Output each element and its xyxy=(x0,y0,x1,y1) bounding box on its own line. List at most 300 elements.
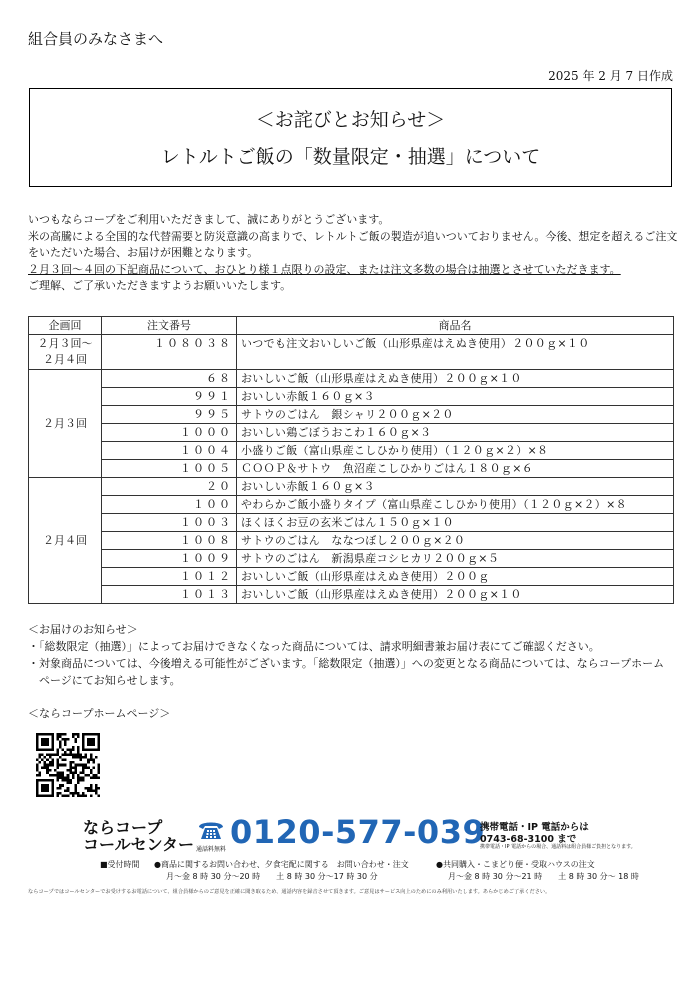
qr-module xyxy=(44,787,47,790)
qr-module xyxy=(90,741,93,744)
qr-module xyxy=(54,753,57,756)
qr-module xyxy=(46,779,49,782)
qr-module xyxy=(59,743,62,746)
qr-module xyxy=(69,782,72,785)
order-number: １００５ xyxy=(102,460,237,478)
qr-module xyxy=(85,733,88,736)
qr-module xyxy=(74,738,77,741)
qr-module xyxy=(36,782,39,785)
qr-module xyxy=(69,779,72,782)
qr-module xyxy=(51,764,54,767)
qr-module xyxy=(36,738,39,741)
qr-module xyxy=(51,736,54,739)
qr-module xyxy=(77,746,80,749)
qr-module xyxy=(59,756,62,759)
qr-module xyxy=(74,792,77,795)
qr-module xyxy=(64,789,67,792)
qr-module xyxy=(72,771,75,774)
qr-module xyxy=(39,774,42,777)
qr-module xyxy=(77,753,80,756)
table-row xyxy=(29,550,674,568)
qr-module xyxy=(59,787,62,790)
qr-module xyxy=(72,733,75,736)
mobile-phone-number[interactable]: 0743-68-3100 まで xyxy=(480,834,577,845)
qr-module xyxy=(51,779,54,782)
qr-module xyxy=(36,769,39,772)
qr-module xyxy=(80,777,83,780)
qr-module xyxy=(46,784,49,787)
qr-module xyxy=(51,784,54,787)
qr-module xyxy=(90,777,93,780)
qr-module xyxy=(41,759,44,762)
qr-module xyxy=(56,779,59,782)
qr-module xyxy=(36,766,39,769)
qr-module xyxy=(82,764,85,767)
qr-module xyxy=(62,794,65,797)
column-header-period: 企画回 xyxy=(29,317,102,335)
qr-module xyxy=(87,761,90,764)
qr-module xyxy=(56,794,59,797)
qr-module xyxy=(97,766,100,769)
qr-module xyxy=(39,794,42,797)
qr-module xyxy=(77,779,80,782)
qr-module xyxy=(74,771,77,774)
qr-module xyxy=(92,733,95,736)
qr-module xyxy=(87,759,90,762)
qr-module xyxy=(56,771,59,774)
qr-module xyxy=(82,769,85,772)
qr-module xyxy=(62,759,65,762)
qr-module xyxy=(41,738,44,741)
product-name: ＣＯＯＰ＆サトウ 魚沼産こしひかりごはん１８０ｇ×６ xyxy=(237,460,674,478)
qr-module xyxy=(69,766,72,769)
qr-module xyxy=(59,733,62,736)
mobile-phone-note: 携帯電話・IP 電話からの場合、通話料は組合員様ご負担となります。 xyxy=(480,844,636,850)
qr-module xyxy=(36,787,39,790)
telephone-icon xyxy=(196,818,226,842)
qr-module xyxy=(59,746,62,749)
qr-module xyxy=(85,764,88,767)
qr-module xyxy=(36,789,39,792)
qr-module xyxy=(64,794,67,797)
table-row xyxy=(29,406,674,424)
qr-module xyxy=(80,794,83,797)
qr-module xyxy=(77,733,80,736)
qr-module xyxy=(80,756,83,759)
qr-module xyxy=(56,753,59,756)
order-number: １０１２ xyxy=(102,568,237,586)
qr-module xyxy=(97,771,100,774)
qr-module xyxy=(46,759,49,762)
qr-module xyxy=(82,736,85,739)
qr-module xyxy=(36,774,39,777)
qr-module xyxy=(41,779,44,782)
qr-module xyxy=(82,771,85,774)
qr-module xyxy=(85,766,88,769)
notice-bullet: ・「総数限定（抽選）」によってお届けできなくなった商品については、請求明細書兼お届け表にてご確認ください。 xyxy=(28,640,600,653)
qr-module xyxy=(56,736,59,739)
qr-module xyxy=(56,759,59,762)
qr-module xyxy=(82,743,85,746)
qr-module xyxy=(46,748,49,751)
qr-module xyxy=(77,751,80,754)
qr-module xyxy=(92,738,95,741)
qr-module xyxy=(56,764,59,767)
qr-module xyxy=(62,748,65,751)
qr-module xyxy=(62,784,65,787)
qr-module xyxy=(82,777,85,780)
column-header-product-name: 商品名 xyxy=(237,317,674,335)
qr-module xyxy=(36,764,39,767)
order-number: ２０ xyxy=(102,478,237,496)
qr-module xyxy=(80,764,83,767)
call-center-name-line: ならコープ xyxy=(83,818,163,837)
qr-module xyxy=(72,774,75,777)
order-number: １００４ xyxy=(102,442,237,460)
table-row xyxy=(29,568,674,586)
qr-module xyxy=(36,748,39,751)
qr-module xyxy=(64,733,67,736)
qr-module xyxy=(64,777,67,780)
qr-module xyxy=(95,774,98,777)
qr-module xyxy=(62,738,65,741)
delivery-notice xyxy=(28,621,678,689)
qr-module xyxy=(36,743,39,746)
qr-module xyxy=(62,779,65,782)
qr-module xyxy=(49,756,52,759)
qr-module xyxy=(44,789,47,792)
qr-module xyxy=(44,756,47,759)
qr-module xyxy=(49,769,52,772)
qr-module xyxy=(59,741,62,744)
qr-module xyxy=(46,764,49,767)
qr-module xyxy=(51,794,54,797)
qr-module xyxy=(56,766,59,769)
qr-module xyxy=(44,761,47,764)
qr-module xyxy=(56,774,59,777)
qr-module xyxy=(51,733,54,736)
table-row xyxy=(29,388,674,406)
qr-module xyxy=(44,779,47,782)
qr-module xyxy=(46,769,49,772)
qr-module xyxy=(74,769,77,772)
qr-module xyxy=(44,766,47,769)
qr-module xyxy=(74,766,77,769)
qr-module xyxy=(90,769,93,772)
qr-module xyxy=(56,787,59,790)
qr-module xyxy=(67,782,70,785)
qr-module xyxy=(85,774,88,777)
table-row xyxy=(29,442,674,460)
qr-module xyxy=(90,787,93,790)
qr-module xyxy=(39,733,42,736)
qr-module xyxy=(51,738,54,741)
qr-module xyxy=(51,792,54,795)
qr-module xyxy=(46,787,49,790)
qr-module xyxy=(59,792,62,795)
qr-module xyxy=(82,792,85,795)
qr-module xyxy=(62,774,65,777)
intro-underlined-notice: ２月３回～４回の下記商品について、おひとり様１点限りの設定、または注文多数の場合は抽選とさせていただきます。 xyxy=(28,262,621,276)
qr-module xyxy=(51,746,54,749)
qr-module xyxy=(36,759,39,762)
qr-module xyxy=(92,766,95,769)
qr-module xyxy=(67,769,70,772)
qr-module xyxy=(46,738,49,741)
intro-paragraph: いつもならコープをご利用いただきまして、誠にありがとうございます。 xyxy=(28,213,390,226)
qr-module xyxy=(56,751,59,754)
qr-module xyxy=(67,738,70,741)
qr-module xyxy=(59,771,62,774)
product-name: サトウのごはん 銀シャリ２００ｇ×２０ xyxy=(237,406,674,424)
qr-module xyxy=(85,794,88,797)
qr-module xyxy=(72,748,75,751)
qr-module xyxy=(97,787,100,790)
qr-module xyxy=(49,794,52,797)
order-number: ９９５ xyxy=(102,406,237,424)
qr-module xyxy=(72,756,75,759)
product-name: おいしいご飯（山形県産はえぬき使用）２００ｇ×１０ xyxy=(237,370,674,388)
period-cell: ２月４回 xyxy=(29,478,102,604)
column-header-order-number: 注文番号 xyxy=(102,317,237,335)
qr-module xyxy=(95,777,98,780)
qr-module xyxy=(46,753,49,756)
qr-module xyxy=(46,766,49,769)
qr-module xyxy=(62,771,65,774)
qr-module xyxy=(44,741,47,744)
qr-module xyxy=(44,764,47,767)
table-row xyxy=(29,424,674,442)
document-date: 2025 年 2 月 7 日作成 xyxy=(548,69,673,83)
qr-module xyxy=(90,794,93,797)
product-table xyxy=(28,316,674,604)
product-name: おいしいご飯（山形県産はえぬき使用）２００ｇ xyxy=(237,568,674,586)
hours-product-inquiry: ●商品に関するお問い合わせ、夕食宅配に関する お問い合わせ・注文 xyxy=(154,860,409,869)
qr-module xyxy=(85,787,88,790)
qr-module xyxy=(90,738,93,741)
table-row xyxy=(29,478,674,496)
qr-module xyxy=(87,741,90,744)
qr-module xyxy=(92,743,95,746)
table-row xyxy=(29,460,674,478)
qr-module xyxy=(54,774,57,777)
order-number: １０８０３８ xyxy=(102,335,237,370)
qr-module xyxy=(97,733,100,736)
qr-module xyxy=(41,766,44,769)
qr-module xyxy=(74,764,77,767)
call-center-phone-number[interactable]: 0120-577-039 xyxy=(230,813,486,851)
qr-module xyxy=(82,766,85,769)
qr-module xyxy=(67,787,70,790)
qr-module xyxy=(49,774,52,777)
qr-module xyxy=(87,787,90,790)
qr-module xyxy=(77,736,80,739)
qr-module xyxy=(67,794,70,797)
qr-module xyxy=(51,789,54,792)
qr-module xyxy=(80,779,83,782)
homepage-label: ＜ならコープホームページ＞ xyxy=(28,707,171,720)
qr-module xyxy=(74,733,77,736)
qr-module xyxy=(41,789,44,792)
qr-module xyxy=(97,764,100,767)
intro-text xyxy=(28,212,678,295)
call-center-footer xyxy=(28,812,678,902)
qr-module xyxy=(87,743,90,746)
qr-module xyxy=(95,784,98,787)
table-row xyxy=(29,514,674,532)
qr-module xyxy=(90,753,93,756)
qr-module xyxy=(62,777,65,780)
qr-module xyxy=(36,792,39,795)
intro-paragraph: ご理解、ご了承いただきますようお願いいたします。 xyxy=(28,279,292,293)
table-header-row xyxy=(29,317,674,335)
qr-module xyxy=(41,784,44,787)
qr-module xyxy=(95,733,98,736)
qr-module xyxy=(36,736,39,739)
product-name: おいしいご飯（山形県産はえぬき使用）２００ｇ×１０ xyxy=(237,586,674,604)
qr-module xyxy=(69,771,72,774)
qr-module xyxy=(92,741,95,744)
qr-module xyxy=(51,787,54,790)
qr-module xyxy=(51,741,54,744)
hours-label: ■受付時間 xyxy=(100,860,140,869)
qr-module xyxy=(97,769,100,772)
qr-module xyxy=(82,738,85,741)
intro-paragraph: 米の高騰による全国的な代替需要と防災意識の高まりで、レトルトご飯の製造が追いついておりません。今後、想定を超えるご注文 xyxy=(28,229,678,243)
qr-code-icon[interactable] xyxy=(36,733,100,797)
qr-module xyxy=(46,733,49,736)
qr-module xyxy=(67,774,70,777)
qr-module xyxy=(67,779,70,782)
qr-module xyxy=(49,753,52,756)
qr-module xyxy=(46,794,49,797)
qr-module xyxy=(49,761,52,764)
qr-module xyxy=(46,771,49,774)
table-row xyxy=(29,370,674,388)
qr-module xyxy=(95,787,98,790)
hours-joint-purchase-times: 月～金 8 時 30 分～21 時 土 8 時 30 分～ 18 時 xyxy=(448,872,639,881)
qr-module xyxy=(97,736,100,739)
qr-module xyxy=(39,771,42,774)
qr-module xyxy=(82,779,85,782)
qr-module xyxy=(97,794,100,797)
qr-module xyxy=(56,738,59,741)
table-row xyxy=(29,335,674,370)
qr-module xyxy=(67,777,70,780)
qr-module xyxy=(41,743,44,746)
qr-module xyxy=(56,792,59,795)
qr-module xyxy=(82,748,85,751)
qr-module xyxy=(41,787,44,790)
qr-module xyxy=(82,746,85,749)
qr-module xyxy=(74,787,77,790)
qr-module xyxy=(36,741,39,744)
qr-module xyxy=(46,789,49,792)
qr-module xyxy=(59,774,62,777)
qr-module xyxy=(90,733,93,736)
qr-module xyxy=(72,736,75,739)
qr-module xyxy=(44,794,47,797)
qr-module xyxy=(51,743,54,746)
order-number: １００８ xyxy=(102,532,237,550)
title-line-2: レトルトご飯の「数量限定・抽選」について xyxy=(160,146,541,168)
qr-module xyxy=(74,756,77,759)
qr-module xyxy=(44,743,47,746)
qr-module xyxy=(64,759,67,762)
qr-module xyxy=(90,759,93,762)
qr-module xyxy=(87,766,90,769)
qr-module xyxy=(64,779,67,782)
product-name: サトウのごはん 新潟県産コシヒカリ２００ｇ×５ xyxy=(237,550,674,568)
qr-module xyxy=(51,782,54,785)
qr-module xyxy=(77,764,80,767)
qr-module xyxy=(49,779,52,782)
qr-module xyxy=(54,769,57,772)
qr-module xyxy=(87,733,90,736)
qr-module xyxy=(56,748,59,751)
qr-module xyxy=(49,764,52,767)
order-number: １００ xyxy=(102,496,237,514)
title-line-1: ＜お詫びとお知らせ＞ xyxy=(255,109,446,131)
qr-module xyxy=(97,741,100,744)
qr-module xyxy=(49,733,52,736)
period-label: ２月３回～ xyxy=(37,337,93,350)
product-name: サトウのごはん ななつぼし２００ｇ×２０ xyxy=(237,532,674,550)
addressee: 組合員のみなさまへ xyxy=(28,30,164,48)
qr-module xyxy=(39,753,42,756)
qr-module xyxy=(85,753,88,756)
qr-module xyxy=(77,782,80,785)
qr-module xyxy=(69,751,72,754)
qr-module xyxy=(46,741,49,744)
qr-module xyxy=(90,748,93,751)
qr-module xyxy=(95,748,98,751)
order-number: １００３ xyxy=(102,514,237,532)
qr-module xyxy=(64,764,67,767)
qr-module xyxy=(56,777,59,780)
qr-module xyxy=(51,748,54,751)
qr-module xyxy=(74,741,77,744)
qr-module xyxy=(90,771,93,774)
qr-module xyxy=(69,748,72,751)
qr-module xyxy=(64,741,67,744)
qr-module xyxy=(51,759,54,762)
qr-module xyxy=(72,766,75,769)
qr-module xyxy=(97,738,100,741)
qr-module xyxy=(74,753,77,756)
qr-module xyxy=(69,792,72,795)
qr-module xyxy=(90,743,93,746)
qr-module xyxy=(36,784,39,787)
qr-module xyxy=(64,751,67,754)
qr-module xyxy=(56,733,59,736)
product-name: おいしい赤飯１６０ｇ×３ xyxy=(237,388,674,406)
qr-module xyxy=(80,759,83,762)
qr-module xyxy=(72,794,75,797)
qr-module xyxy=(67,753,70,756)
order-number: １０１３ xyxy=(102,586,237,604)
qr-module xyxy=(95,756,98,759)
qr-module xyxy=(69,764,72,767)
qr-module xyxy=(92,777,95,780)
qr-module xyxy=(64,738,67,741)
notice-bullet: ページにてお知らせします。 xyxy=(28,674,181,687)
qr-module xyxy=(51,774,54,777)
qr-module xyxy=(77,794,80,797)
qr-module xyxy=(39,761,42,764)
call-center-name-line: コールセンター xyxy=(83,835,195,854)
qr-module xyxy=(74,789,77,792)
